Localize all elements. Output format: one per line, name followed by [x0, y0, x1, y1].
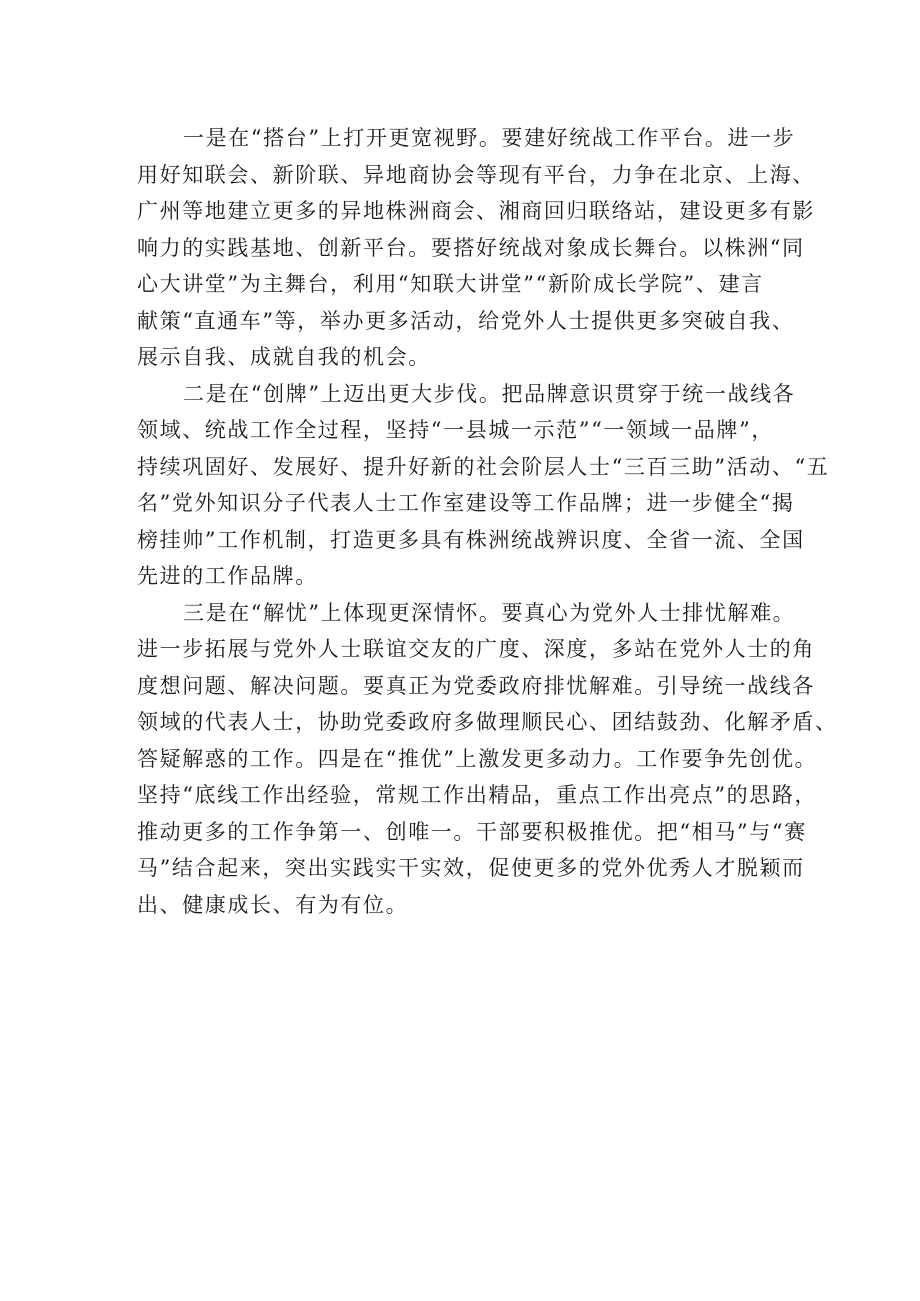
text-line: 先进的工作品牌。: [137, 564, 318, 588]
text-line: 度想问题、解决问题。要真正为党委政府排忧解难。引导统一战线各: [137, 673, 815, 698]
text-line: 榜挂帅”工作机制，打造更多具有株洲统战辨识度、全省一流、全国: [137, 527, 805, 552]
text-line: 进一步拓展与党外人士联谊交友的广度、深度，多站在党外人士的角: [137, 637, 815, 661]
paragraph-1: [137, 120, 815, 376]
text-line: 一是在“搭台”上打开更宽视野。要建好统战工作平台。进一步: [183, 126, 796, 150]
text-line: 响力的实践基地、创新平台。要搭好统战对象成长舞台。以株洲“同: [137, 235, 805, 260]
text-line: 出、健康成长、有为有位。: [137, 892, 409, 917]
text-line: 二是在“创牌”上迈出更大步伐。把品牌意识贯穿于统一战线各: [183, 381, 796, 406]
text-line: 三是在“解忧”上体现更深情怀。要真心为党外人士排忧解难。: [183, 600, 796, 625]
text-line: 领域的代表人士，协助党委政府多做理顺民心、团结鼓劲、化解矛盾、: [137, 710, 838, 734]
text-line: 献策“直通车”等，举办更多活动，给党外人士提供更多突破自我、: [137, 308, 795, 333]
text-line: 领域、统战工作全过程，坚持“一县城一示范”“一领域一品牌”，: [137, 418, 774, 442]
text-line: 马”结合起来，突出实践实干实效，促使更多的党外优秀人才脱颖而: [137, 856, 805, 880]
text-line: 展示自我、成就自我的机会。: [137, 345, 431, 369]
text-line: 名”党外知识分子代表人士工作室建设等工作品牌；进一步健全“揭: [137, 491, 795, 515]
text-line: 答疑解惑的工作。四是在“推优”上激发更多动力。工作要争先创优。: [137, 746, 818, 771]
text-line: 广州等地建立更多的异地株洲商会、湘商回归联络站，建设更多有影: [137, 199, 815, 223]
paragraph-3: [137, 595, 838, 924]
text-line: 用好知联会、新阶联、异地商协会等现有平台，力争在北京、上海、: [137, 162, 815, 187]
text-line: 心大讲堂”为主舞台，利用“知联大讲堂”“新阶成长学院”、建言: [137, 272, 764, 296]
text-line: 持续巩固好、发展好、提升好新的社会阶层人士“三百三助”活动、“五: [137, 454, 830, 479]
text-line: 坚持“底线工作出经验，常规工作出精品，重点工作出亮点”的思路，: [137, 783, 818, 807]
paragraph-2: [137, 376, 830, 595]
text-line: 推动更多的工作争第一、创唯一。干部要积极推优。把“相马”与“赛: [137, 819, 807, 844]
document-body: [137, 120, 838, 923]
